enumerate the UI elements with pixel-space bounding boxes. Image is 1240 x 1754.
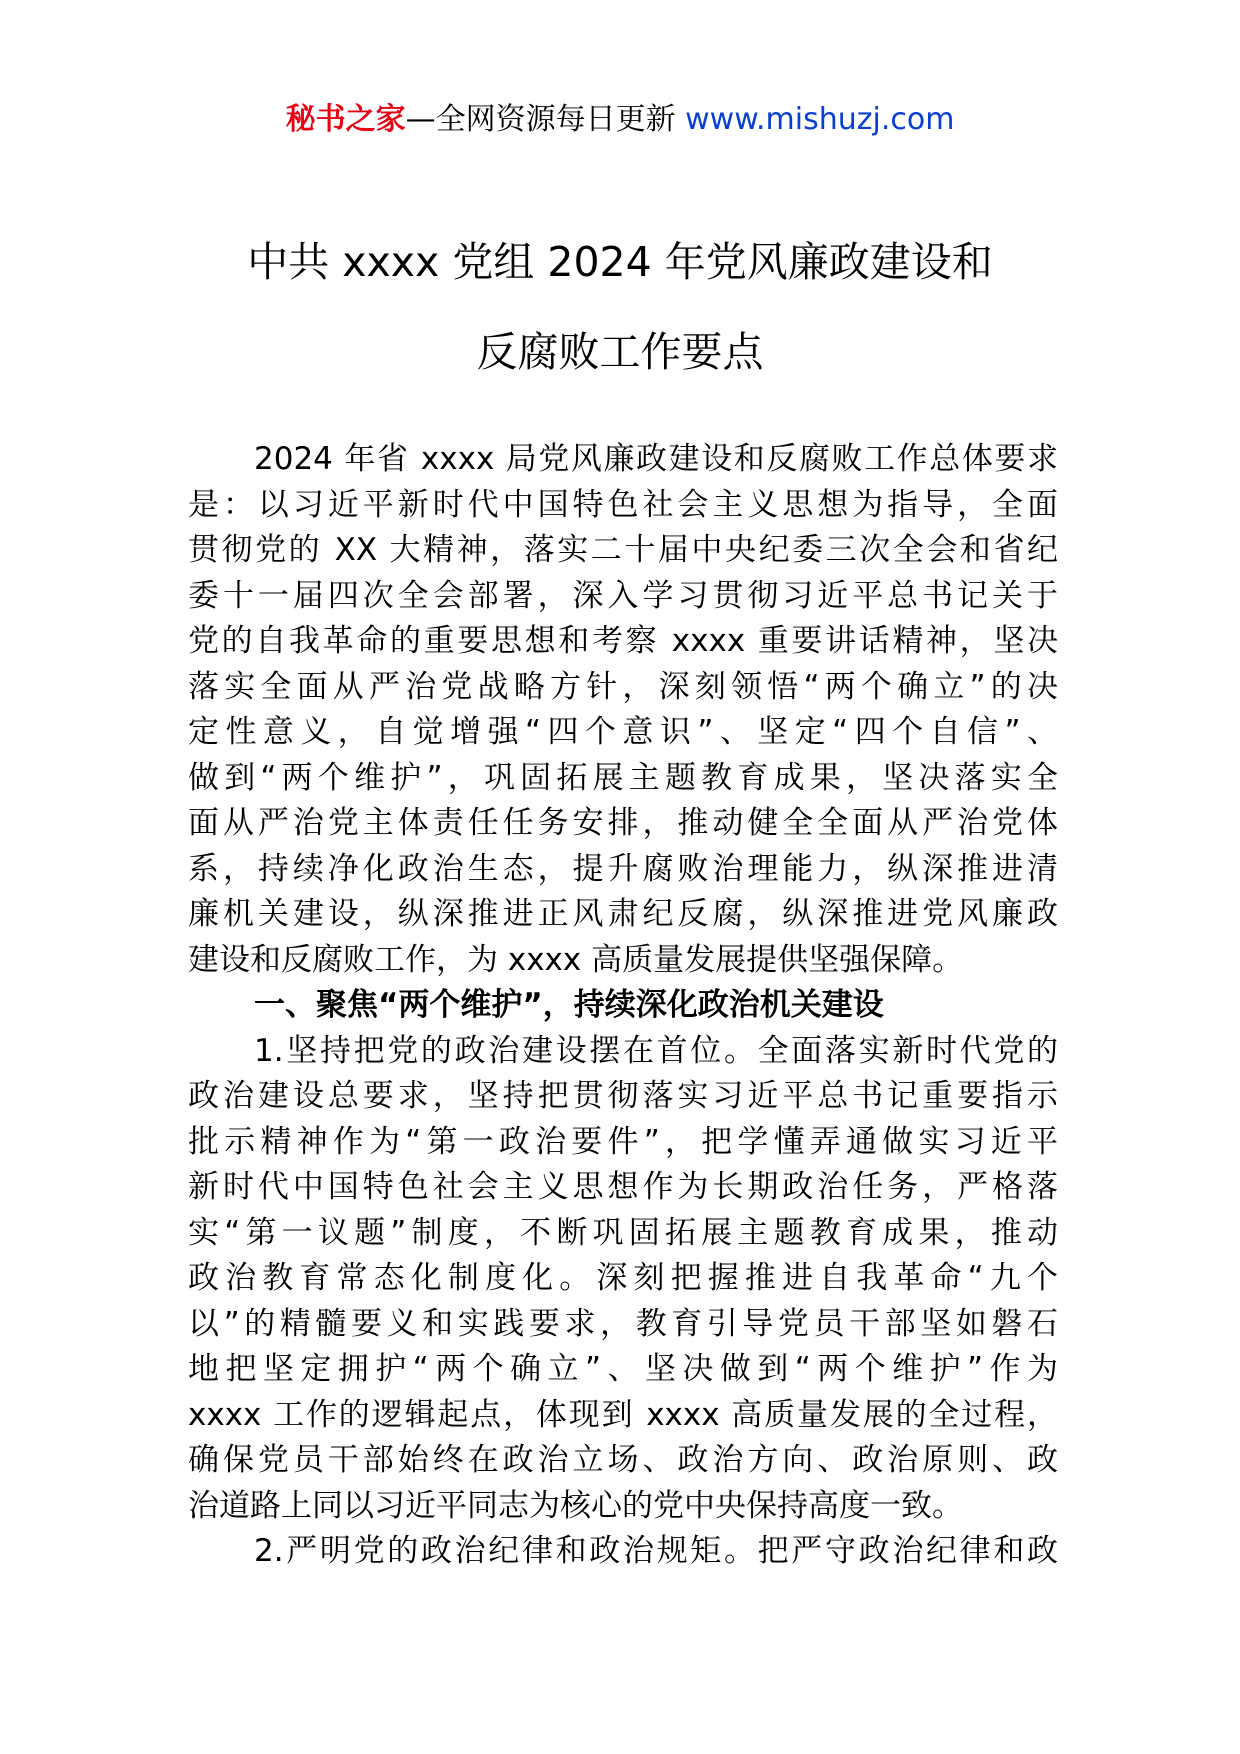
paragraph-line: 批示精神作为“第一政治要件”，把学懂弄通做实习近平 [188, 1123, 1058, 1160]
banner-brand: 秘书之家 [285, 102, 406, 137]
document-body [188, 437, 1058, 1575]
paragraph-line: 治道路上同以习近平同志为核心的党中央保持高度一致。 [188, 1487, 963, 1524]
paragraph-line: 建设和反腐败工作，为 xxxx 高质量发展提供坚强保障。 [188, 941, 964, 978]
document-title-line-1: 中共 xxxx 党组 2024 年党风廉政建设和 [247, 238, 993, 286]
paragraph-line: 面从严治党主体责任任务安排，推动健全全面从严治党体 [188, 805, 1058, 841]
paragraph-line: 政治建设总要求，坚持把贯彻落实习近平总书记重要指示 [188, 1078, 1058, 1114]
paragraph-line: 系，持续净化政治生态，提升腐败治理能力，纵深推进清 [188, 850, 1058, 887]
paragraph-line: xxxx 工作的逻辑起点，体现到 xxxx 高质量发展的全过程， [188, 1396, 1058, 1433]
paragraph-line: 以”的精髓要义和实践要求，教育引导党员干部坚如磐石 [188, 1305, 1058, 1342]
section-heading: 一、聚焦“两个维护”，持续深化政治机关建设 [254, 987, 884, 1023]
paragraph-line: 是：以习近平新时代中国特色社会主义思想为指导，全面 [188, 486, 1058, 523]
site-banner [0, 100, 1240, 140]
paragraph-line: 廉机关建设，纵深推进正风肃纪反腐，纵深推进党风廉政 [188, 896, 1058, 932]
paragraph-line: 党的自我革命的重要思想和考察 xxxx 重要讲话精神，坚决 [188, 623, 1058, 659]
paragraph-line: 贯彻党的 XX 大精神，落实二十届中央纪委三次全会和省纪 [188, 532, 1058, 568]
document-title-line-2: 反腐败工作要点 [476, 328, 764, 376]
paragraph-line: 落实全面从严治党战略方针，深刻领悟“两个确立”的决 [188, 668, 1058, 705]
paragraph-line: 定性意义，自觉增强“四个意识”、坚定“四个自信”、 [188, 714, 1058, 750]
paragraph-line: 2024 年省 xxxx 局党风廉政建设和反腐败工作总体要求 [254, 441, 1058, 477]
paragraph-line: 新时代中国特色社会主义思想作为长期政治任务，严格落 [188, 1169, 1058, 1205]
paragraph-line: 实“第一议题”制度，不断巩固拓展主题教育成果，推动 [188, 1214, 1058, 1251]
paragraph-line: 确保党员干部始终在政治立场、政治方向、政治原则、政 [188, 1442, 1058, 1478]
paragraph-line: 2.严明党的政治纪律和政治规矩。把严守政治纪律和政 [254, 1533, 1058, 1569]
banner-tagline: —全网资源每日更新 [405, 102, 676, 137]
paragraph-line: 委十一届四次全会部署，深入学习贯彻习近平总书记关于 [188, 577, 1058, 614]
paragraph-line: 政治教育常态化制度化。深刻把握推进自我革命“九个 [188, 1260, 1058, 1296]
banner-url[interactable]: www.mishuzj.com [685, 102, 955, 137]
paragraph-line: 做到“两个维护”，巩固拓展主题教育成果，坚决落实全 [188, 759, 1058, 796]
paragraph-line: 地把坚定拥护“两个确立”、坚决做到“两个维护”作为 [188, 1351, 1058, 1387]
paragraph-line: 1.坚持把党的政治建设摆在首位。全面落实新时代党的 [254, 1032, 1058, 1069]
